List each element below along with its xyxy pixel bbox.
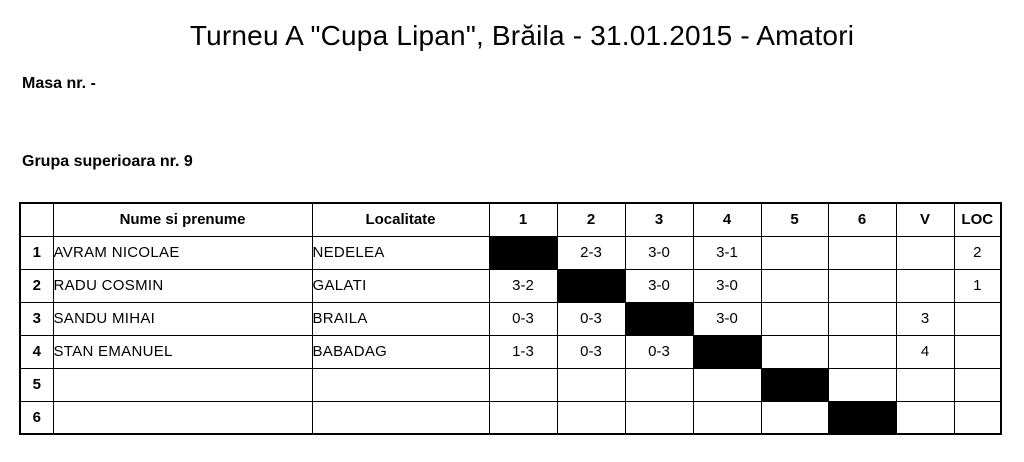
score-cell: 0-3 — [625, 335, 693, 368]
player-city: NEDELEA — [312, 236, 489, 269]
rank-cell — [954, 368, 1001, 401]
header-victories: V — [896, 203, 954, 236]
player-name: AVRAM NICOLAE — [53, 236, 312, 269]
score-cell: 1-3 — [489, 335, 557, 368]
table-row — [20, 302, 1001, 335]
rank-cell — [954, 401, 1001, 434]
player-name: SANDU MIHAI — [53, 302, 312, 335]
header-index — [20, 203, 53, 236]
score-cell: 0-3 — [557, 335, 625, 368]
score-cell — [693, 401, 761, 434]
rank-cell — [954, 335, 1001, 368]
score-cell — [489, 368, 557, 401]
self-match-cell — [489, 236, 557, 269]
player-city — [312, 401, 489, 434]
row-index: 2 — [20, 269, 53, 302]
rank-cell — [954, 302, 1001, 335]
table-number-label: Masa nr. - — [22, 75, 96, 92]
score-cell: 0-3 — [557, 302, 625, 335]
header-col-5: 5 — [761, 203, 828, 236]
victories-cell: 4 — [896, 335, 954, 368]
score-cell — [761, 302, 828, 335]
player-name: STAN EMANUEL — [53, 335, 312, 368]
score-cell: 3-1 — [693, 236, 761, 269]
results-table — [19, 202, 1002, 435]
score-cell — [557, 368, 625, 401]
score-cell — [828, 368, 896, 401]
player-name: RADU COSMIN — [53, 269, 312, 302]
score-cell — [761, 269, 828, 302]
self-match-cell — [625, 302, 693, 335]
header-col-4: 4 — [693, 203, 761, 236]
header-row — [20, 203, 1001, 236]
row-index: 3 — [20, 302, 53, 335]
header-col-3: 3 — [625, 203, 693, 236]
victories-cell — [896, 368, 954, 401]
victories-cell: 3 — [896, 302, 954, 335]
score-cell — [828, 335, 896, 368]
score-cell: 3-2 — [489, 269, 557, 302]
score-cell — [625, 368, 693, 401]
player-city: BRAILA — [312, 302, 489, 335]
group-label: Grupa superioara nr. 9 — [22, 153, 193, 170]
victories-cell — [896, 236, 954, 269]
player-name — [53, 401, 312, 434]
score-cell — [693, 368, 761, 401]
score-cell: 3-0 — [625, 236, 693, 269]
self-match-cell — [557, 269, 625, 302]
victories-cell — [896, 401, 954, 434]
rank-cell: 2 — [954, 236, 1001, 269]
victories-cell — [896, 269, 954, 302]
score-cell — [828, 236, 896, 269]
row-index: 5 — [20, 368, 53, 401]
header-col-1: 1 — [489, 203, 557, 236]
player-city — [312, 368, 489, 401]
score-cell: 0-3 — [489, 302, 557, 335]
table-row — [20, 335, 1001, 368]
player-city: BABADAG — [312, 335, 489, 368]
table-row — [20, 236, 1001, 269]
table-row — [20, 269, 1001, 302]
score-cell — [489, 401, 557, 434]
header-col-2: 2 — [557, 203, 625, 236]
rank-cell: 1 — [954, 269, 1001, 302]
score-cell: 3-0 — [693, 269, 761, 302]
self-match-cell — [761, 368, 828, 401]
score-cell — [625, 401, 693, 434]
score-cell — [761, 335, 828, 368]
page-title: Turneu A "Cupa Lipan", Brăila - 31.01.2015 - Amatori — [189, 20, 855, 51]
table-row — [20, 368, 1001, 401]
score-cell: 3-0 — [625, 269, 693, 302]
score-cell: 2-3 — [557, 236, 625, 269]
row-index: 6 — [20, 401, 53, 434]
score-cell — [761, 236, 828, 269]
self-match-cell — [693, 335, 761, 368]
player-name — [53, 368, 312, 401]
score-cell — [557, 401, 625, 434]
score-cell: 3-0 — [693, 302, 761, 335]
header-col-6: 6 — [828, 203, 896, 236]
score-cell — [828, 269, 896, 302]
header-city: Localitate — [312, 203, 489, 236]
row-index: 1 — [20, 236, 53, 269]
score-cell — [761, 401, 828, 434]
results-body — [20, 236, 1001, 434]
player-city: GALATI — [312, 269, 489, 302]
row-index: 4 — [20, 335, 53, 368]
score-cell — [828, 302, 896, 335]
header-name: Nume si prenume — [53, 203, 312, 236]
self-match-cell — [828, 401, 896, 434]
table-row — [20, 401, 1001, 434]
header-rank: LOC — [954, 203, 1001, 236]
